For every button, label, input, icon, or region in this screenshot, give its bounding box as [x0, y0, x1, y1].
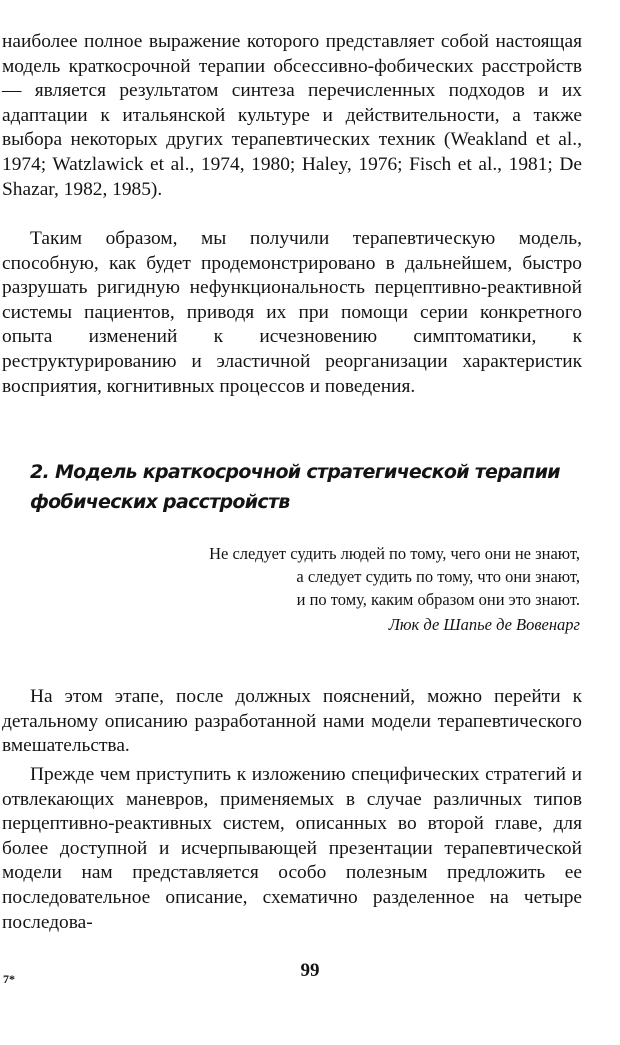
printer-signature-mark: 7*	[3, 972, 15, 986]
epigraph	[60, 542, 580, 636]
paragraph-therapeutic-model: Таким образом, мы получили терапевтическую модель, способную, как будет продемонстрировано в дальнейшем, быстро разрушать ригидную нефункциональность перцептивно-реактивной системы пациентов, приводя их при помощи серии конкретного опыта изменений к исчезновению симптоматики, к реструктурированию и эластичной реорганизации характеристик восприятия, когнитивных процессов и поведения.	[2, 228, 582, 397]
paragraph-continuation: наиболее полное выражение которого представляет собой настоящая модель краткосрочной терапии обсессивно-фобических расстройств — является результатом синтеза перечисленных подходов и их адаптации к итальянской культуре и действительности, а также выбора некоторых других терапевтических техник (Weakland et al., 1974; Watzlawick et al., 1974, 1980; Haley, 1976; Fisch et al., 1981; De Shazar, 1982, 1985).	[2, 31, 582, 200]
section-heading-line-1: 2. Модель краткосрочной стратегической терапии	[30, 461, 560, 483]
epigraph-line-1: Не следует судить людей по тому, чего они не знают,	[209, 544, 580, 563]
paragraph-intro-description: На этом этапе, после должных пояснений, можно перейти к детальному описанию разработанной нами модели терапевтического вмешательства.	[2, 686, 582, 757]
section-heading	[30, 457, 590, 517]
section-heading-line-2: фобических расстройств	[30, 491, 290, 513]
epigraph-line-2: а следует судить по тому, что они знают,	[296, 567, 580, 586]
paragraph-strategies: Прежде чем приступить к изложению специфических стратегий и отвлекающих маневров, применяемых в случае различных типов перцептивно-реактивных систем, описанных во второй главе, для более доступной и исчерпывающей презентации терапевтической модели нам представляется особо полезным предложить ее последовательное описание, схематично разделенное на четыре последова-	[2, 764, 582, 933]
epigraph-line-3: и по тому, каким образом они это знают.	[296, 590, 580, 609]
page-number: 99	[300, 960, 320, 981]
epigraph-author: Люк де Шапье де Вовенарг	[388, 615, 580, 634]
